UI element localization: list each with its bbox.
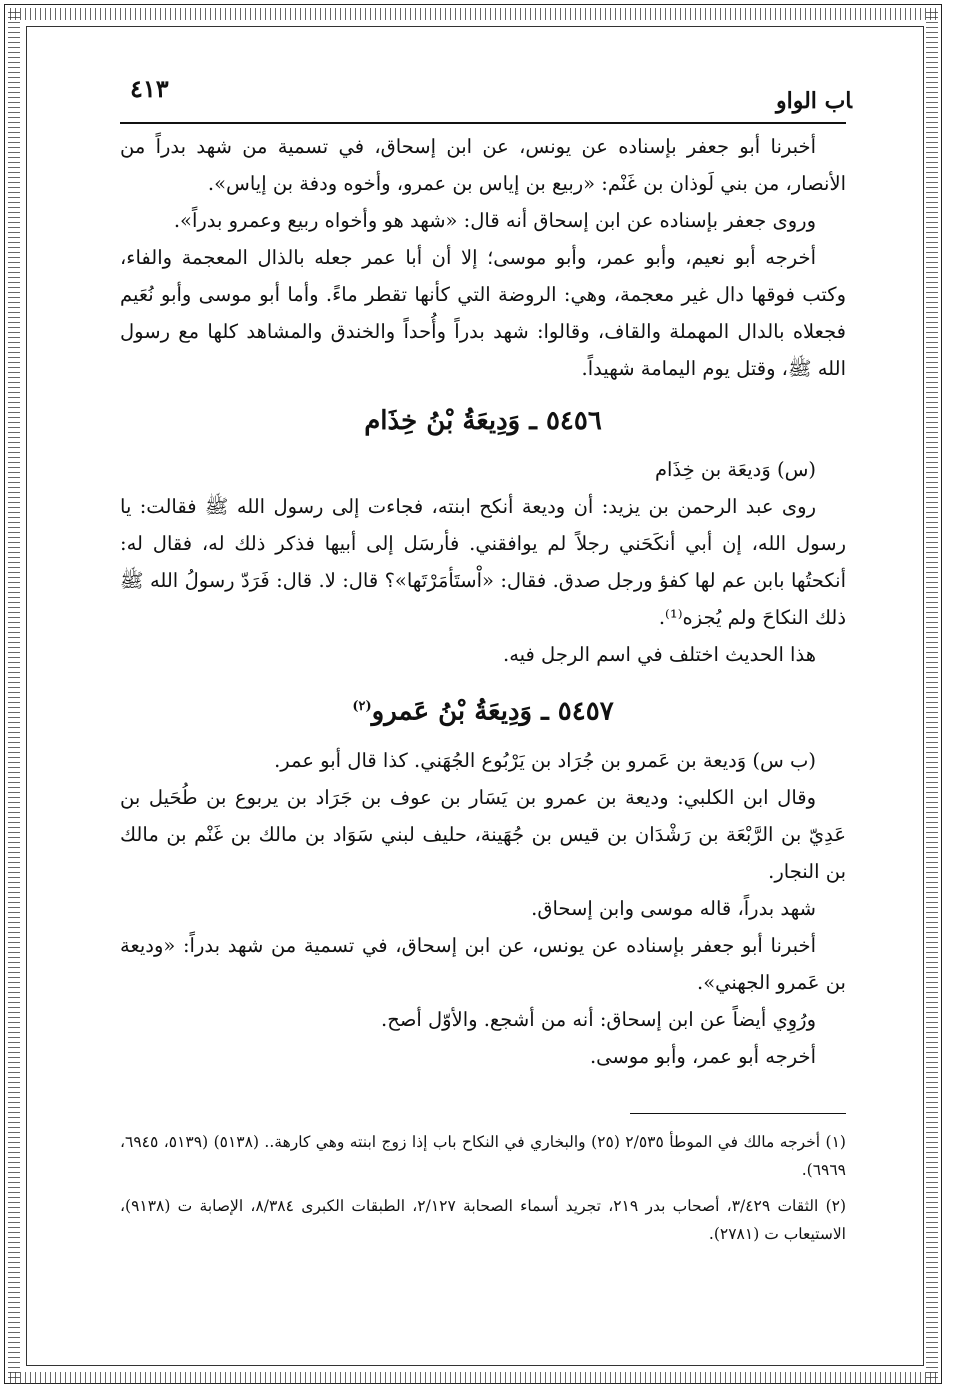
paragraph-10: أخبرنا أبو جعفر بإسناده عن يونس، عن ابن إسحاق، في تسمية من شهد بدراً: «وديعة بن عَمرو الجهني». [120,933,846,994]
paragraph-5: روى عبد الرحمن بن يزيد: أن وديعة أنكح ابنته، فجاءت إلى رسول الله ﷺ فقالت: يا رسول الله، إن أبي أنكَحَني رجلاً لم يوافقني. فأرسَل إلى أبيها فذكر ذلك له، فقال له: أنكحتُها بابن عم لها كفؤ ورجل صدق. فقال: «اْستَأمَرْتَها»؟ قال: لا. قال: فَرَدّ رسولُ الله ﷺ ذلك النكاحَ ولم يُجزه⁽¹⁾. [120,495,846,629]
entry-heading-5456-text: ٥٤٥٦ ـ وَدِيعَةُ بْنُ خِذَام [364,406,602,436]
paragraph-3: أخرجه أبو نعيم، وأبو عمر، وأبو موسى؛ إلا أن أبا عمر جعله بالذال المعجمة والفاء، وكتب فوقها دال غير معجمة، وهي: الروضة التي كأنها تقطر ماءً. وأما أبو موسى وأبو نُعَيم فجعلاه بالدال المهملة والقاف، وقالوا: شهد بدراً وأُحداً والخندق والمشاهد كلها مع رسول الله ﷺ، وقتل يوم اليمامة شهيداً. [120,246,846,380]
footnote-1: (١) أخرجه مالك في الموطأ ٢/٥٣٥ (٢٥) والبخاري في النكاح باب إذا زوج ابنته وهي كارهة.. (٥١٣٨) (٥١٣٩، ٦٩٤٥، ٦٩٦٩). [120,1132,846,1179]
paragraph-12: أخرجه أبو عمر، وأبو موسى. [589,1044,816,1068]
page-content [120,60,852,1256]
footnote-divider [630,1113,846,1114]
footnote-ref-2: (٢) [352,699,372,714]
paragraph-7: (ب س) وَديعة بن عَمرو بن جُرَاد بن يَرْبُوع الجُهَني. كذا قال أبو عمر. [274,748,816,772]
entry-heading-5456 [120,401,846,441]
border-chain-top [8,8,938,20]
paragraph-1: أخبرنا أبو جعفر بإسناده عن يونس، عن ابن إسحاق، في تسمية من شهد بدراً من الأنصار، من بني لَوذان بن غَنْم: «ربيع بن إياس بن عمرو، وأخوه ودفة بن إياس». [120,135,846,195]
paragraph-6: هذا الحديث اختلف في اسم الرجل فيه. [503,643,816,666]
paragraph-4: (س) وَديعَة بن خِذَام [654,458,816,481]
border-chain-left [8,8,20,1380]
entry-heading-5457-text: ٥٤٥٧ ـ وَدِيعَةُ بْنُ عَمرو [371,696,614,727]
footnote-2: (٢) الثقات ٣/٤٢٩، أصحاب بدر ٢١٩، تجريد أسماء الصحابة ٢/١٢٧، الطبقات الكبرى ٨/٣٨٤، الإصابة ت (٩١٣٨)، الاستيعاب ت (٢٧٨١). [120,1196,847,1243]
paragraph-2: وروى جعفر بإسناده عن ابن إسحاق أنه قال: «شهد هو وأخواه ربيع وعمرو بدراً». [173,209,816,232]
chapter-title: ﺎب الواو [776,88,852,114]
page-header [120,60,852,124]
paragraph-9: شهد بدراً، قاله موسى وابن إسحاق. [531,896,816,920]
entry-heading-5457 [120,687,846,732]
paragraph-8: وقال ابن الكلبي: وديعة بن عمرو بن يَسَار بن عوف بن جَرَاد بن يربوع بن طُحَيل بن عَدِيّ بن الرَّبْعَة بن رَشْدَان بن قيس بن جُهَينة، حليف لبني سَوَاد بن مالك بن غَنْم بن مالك بن النجار. [120,785,846,883]
page-number: ٤١٣ [130,74,169,103]
border-chain-bottom [8,1372,938,1384]
border-chain-right [926,8,938,1380]
paragraph-11: ورُوِي أيضاً عن ابن إسحاق: أنه من أشجع. والأوّل أصح. [381,1007,816,1031]
